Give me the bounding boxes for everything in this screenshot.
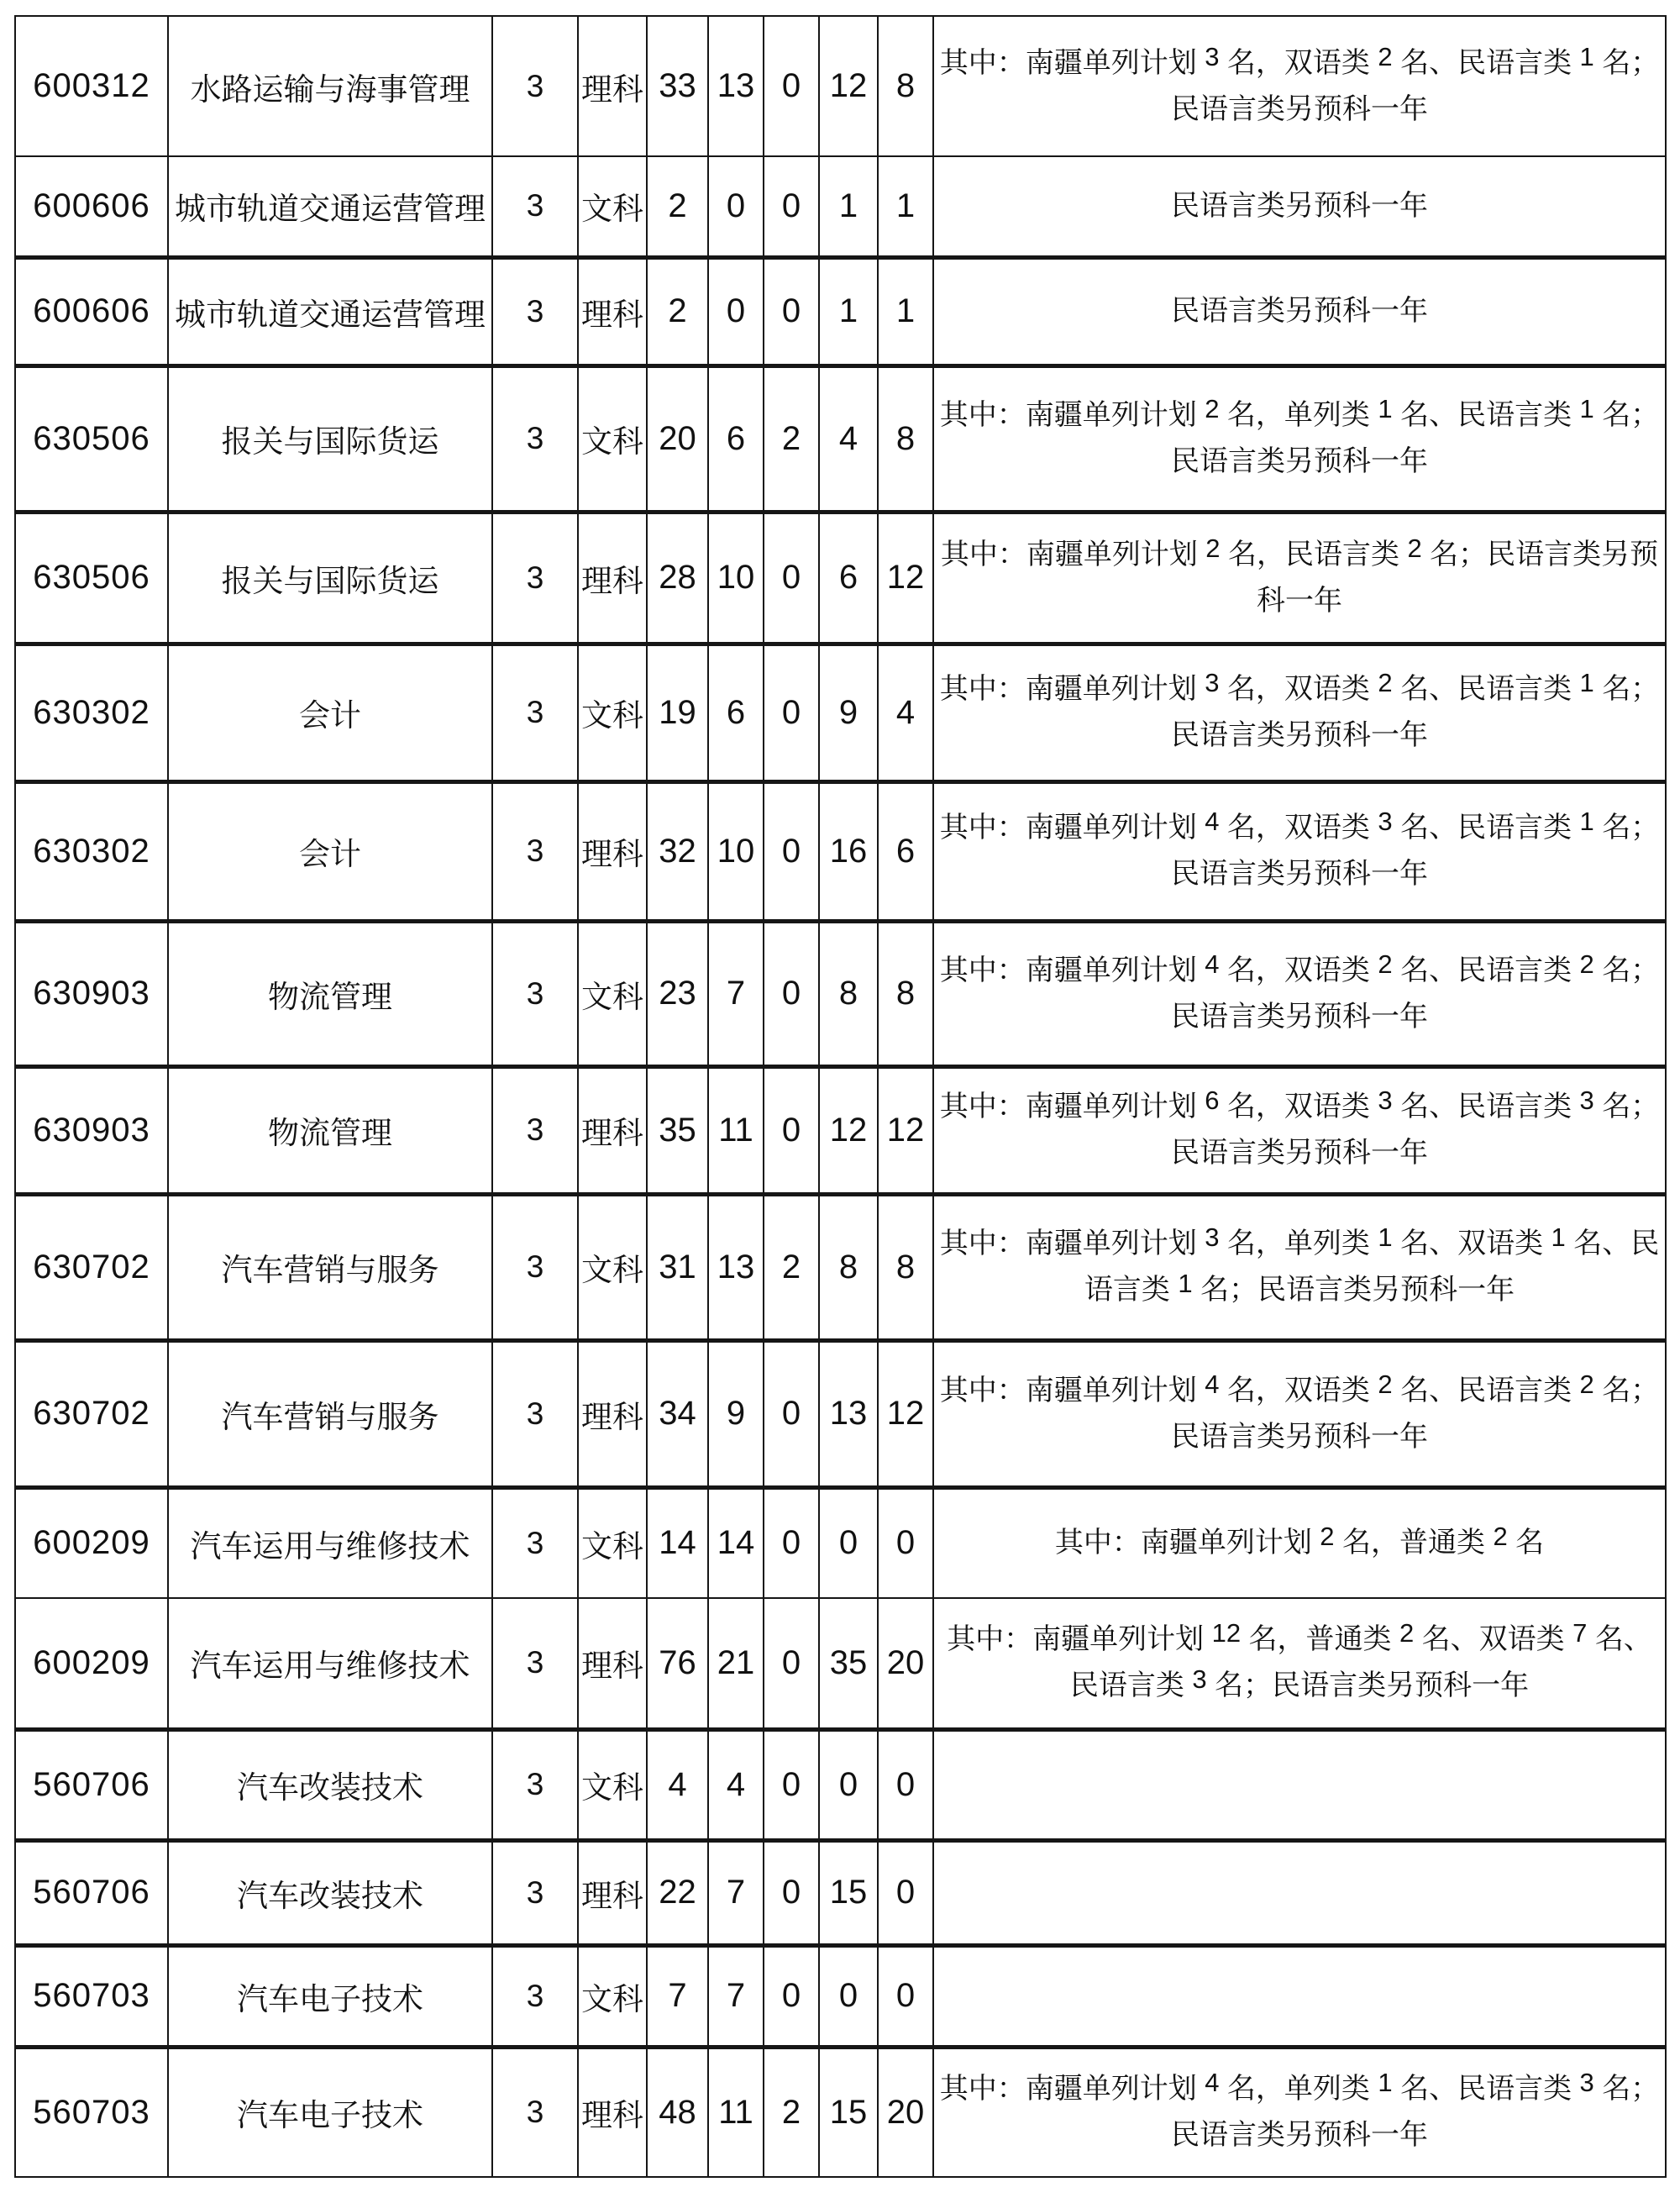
table-row (15, 1598, 1666, 1729)
remark-number: 1 (1378, 2068, 1393, 2098)
remark-number: 3 (1205, 1222, 1220, 1252)
major-code-cell: 630302 (15, 781, 168, 921)
major-name-cell: 汽车改装技术 (168, 1729, 492, 1840)
plan-number-cell-3: 0 (764, 1840, 819, 1945)
plan-number-cell-2: 6 (708, 365, 764, 512)
plan-table-body (15, 16, 1666, 2177)
table-row (15, 1340, 1666, 1487)
table-row (15, 1840, 1666, 1945)
remark-number: 2 (1205, 533, 1221, 563)
plan-number-cell-4: 8 (819, 921, 878, 1066)
plan-number-cell-5: 12 (878, 1340, 933, 1487)
remark-cell: 其中：南疆单列计划 3 名，双语类 2 名、民语言类 1 名；民语言类另预科一年 (933, 16, 1666, 156)
remark-number: 6 (1205, 1086, 1220, 1115)
remark-number: 2 (1378, 668, 1393, 697)
table-row (15, 365, 1666, 512)
subject-type-cell: 文科 (578, 1945, 647, 2047)
major-code-cell: 630702 (15, 1194, 168, 1340)
major-name-cell: 水路运输与海事管理 (168, 16, 492, 156)
plan-number-cell-2: 10 (708, 512, 764, 644)
plan-number-cell-2: 13 (708, 1194, 764, 1340)
major-code-cell: 630702 (15, 1340, 168, 1487)
remark-number: 3 (1378, 1086, 1393, 1115)
plan-number-cell-4: 12 (819, 1066, 878, 1194)
remark-cell: 其中：南疆单列计划 4 名，双语类 2 名、民语言类 2 名；民语言类另预科一年 (933, 1340, 1666, 1487)
remark-cell: 其中：南疆单列计划 4 名，双语类 3 名、民语言类 1 名；民语言类另预科一年 (933, 781, 1666, 921)
plan-number-cell-5: 20 (878, 2047, 933, 2177)
plan-number-cell-3: 0 (764, 512, 819, 644)
plan-number-cell-4: 12 (819, 16, 878, 156)
plan-number-cell-2: 0 (708, 156, 764, 257)
subject-type-cell: 理科 (578, 1598, 647, 1729)
remark-number: 1 (1178, 1269, 1193, 1298)
table-row (15, 512, 1666, 644)
remark-cell: 民语言类另预科一年 (933, 257, 1666, 365)
major-name-cell: 物流管理 (168, 1066, 492, 1194)
plan-number-cell-1: 48 (647, 2047, 708, 2177)
subject-type-cell: 理科 (578, 1840, 647, 1945)
remark-cell: 其中：南疆单列计划 12 名，普通类 2 名、双语类 7 名、民语言类 3 名；民语言类另预科一年 (933, 1598, 1666, 1729)
plan-number-cell-1: 19 (647, 644, 708, 781)
remark-number: 3 (1579, 1086, 1594, 1115)
plan-number-cell-4: 35 (819, 1598, 878, 1729)
remark-number: 12 (1211, 1618, 1242, 1648)
plan-number-cell-5: 8 (878, 921, 933, 1066)
plan-number-cell-4: 1 (819, 257, 878, 365)
subject-type-cell: 文科 (578, 644, 647, 781)
subject-type-cell: 文科 (578, 921, 647, 1066)
plan-number-cell-2: 11 (708, 2047, 764, 2177)
remark-number: 3 (1192, 1664, 1207, 1695)
study-years-cell: 3 (492, 1066, 578, 1194)
plan-number-cell-3: 0 (764, 781, 819, 921)
remark-number: 2 (1378, 41, 1393, 71)
plan-number-cell-1: 4 (647, 1729, 708, 1840)
table-row (15, 1945, 1666, 2047)
remark-number: 1 (1579, 394, 1594, 423)
table-row (15, 16, 1666, 156)
plan-number-cell-2: 10 (708, 781, 764, 921)
major-code-cell: 630903 (15, 1066, 168, 1194)
major-name-cell: 汽车营销与服务 (168, 1194, 492, 1340)
plan-number-cell-4: 0 (819, 1487, 878, 1598)
plan-number-cell-1: 31 (647, 1194, 708, 1340)
plan-number-cell-2: 0 (708, 257, 764, 365)
study-years-cell: 3 (492, 644, 578, 781)
remark-number: 1 (1378, 1222, 1393, 1252)
remark-cell: 其中：南疆单列计划 2 名，民语言类 2 名；民语言类另预科一年 (933, 512, 1666, 644)
plan-number-cell-5: 20 (878, 1598, 933, 1729)
study-years-cell: 3 (492, 781, 578, 921)
remark-cell: 其中：南疆单列计划 4 名，单列类 1 名、民语言类 3 名；民语言类另预科一年 (933, 2047, 1666, 2177)
plan-number-cell-5: 6 (878, 781, 933, 921)
plan-number-cell-1: 35 (647, 1066, 708, 1194)
subject-type-cell: 理科 (578, 2047, 647, 2177)
remark-number: 2 (1378, 949, 1393, 979)
remark-cell: 其中：南疆单列计划 3 名，单列类 1 名、双语类 1 名、民语言类 1 名；民语言类另预科一年 (933, 1194, 1666, 1340)
remark-cell: 其中：南疆单列计划 4 名，双语类 2 名、民语言类 2 名；民语言类另预科一年 (933, 921, 1666, 1066)
major-code-cell: 630903 (15, 921, 168, 1066)
subject-type-cell: 理科 (578, 781, 647, 921)
study-years-cell: 3 (492, 156, 578, 257)
table-row (15, 921, 1666, 1066)
plan-number-cell-4: 4 (819, 365, 878, 512)
remark-number: 3 (1205, 668, 1220, 697)
major-code-cell: 560703 (15, 1945, 168, 2047)
plan-number-cell-4: 6 (819, 512, 878, 644)
table-row (15, 1194, 1666, 1340)
plan-number-cell-1: 22 (647, 1840, 708, 1945)
study-years-cell: 3 (492, 1340, 578, 1487)
plan-number-cell-2: 21 (708, 1598, 764, 1729)
plan-number-cell-3: 2 (764, 2047, 819, 2177)
remark-cell: 其中：南疆单列计划 6 名，双语类 3 名、民语言类 3 名；民语言类另预科一年 (933, 1066, 1666, 1194)
study-years-cell: 3 (492, 1945, 578, 2047)
major-name-cell: 汽车运用与维修技术 (168, 1598, 492, 1729)
major-code-cell: 630506 (15, 512, 168, 644)
remark-number: 2 (1378, 1369, 1393, 1399)
table-row (15, 156, 1666, 257)
remark-number: 3 (1579, 2068, 1594, 2098)
plan-number-cell-5: 0 (878, 1840, 933, 1945)
table-row (15, 2047, 1666, 2177)
plan-number-cell-1: 20 (647, 365, 708, 512)
remark-number: 4 (1205, 949, 1220, 979)
plan-number-cell-1: 14 (647, 1487, 708, 1598)
plan-number-cell-4: 15 (819, 1840, 878, 1945)
plan-number-cell-5: 1 (878, 156, 933, 257)
plan-number-cell-5: 12 (878, 512, 933, 644)
plan-number-cell-2: 14 (708, 1487, 764, 1598)
plan-number-cell-4: 16 (819, 781, 878, 921)
plan-number-cell-4: 9 (819, 644, 878, 781)
plan-number-cell-5: 8 (878, 365, 933, 512)
plan-number-cell-1: 23 (647, 921, 708, 1066)
major-name-cell: 城市轨道交通运营管理 (168, 156, 492, 257)
major-name-cell: 汽车改装技术 (168, 1840, 492, 1945)
table-row (15, 257, 1666, 365)
major-code-cell: 630506 (15, 365, 168, 512)
plan-number-cell-3: 2 (764, 365, 819, 512)
plan-number-cell-5: 8 (878, 16, 933, 156)
subject-type-cell: 文科 (578, 156, 647, 257)
plan-number-cell-2: 7 (708, 921, 764, 1066)
subject-type-cell: 理科 (578, 16, 647, 156)
remark-number: 1 (1579, 41, 1594, 71)
major-code-cell: 560703 (15, 2047, 168, 2177)
plan-number-cell-4: 8 (819, 1194, 878, 1340)
plan-number-cell-5: 0 (878, 1729, 933, 1840)
plan-number-cell-1: 34 (647, 1340, 708, 1487)
plan-number-cell-3: 0 (764, 1066, 819, 1194)
remark-number: 1 (1579, 668, 1594, 697)
study-years-cell: 3 (492, 1194, 578, 1340)
plan-number-cell-4: 0 (819, 1729, 878, 1840)
remark-number: 4 (1205, 1369, 1220, 1399)
plan-number-cell-4: 1 (819, 156, 878, 257)
remark-number: 2 (1205, 394, 1220, 423)
study-years-cell: 3 (492, 1729, 578, 1840)
plan-number-cell-1: 2 (647, 156, 708, 257)
plan-number-cell-5: 1 (878, 257, 933, 365)
plan-number-cell-1: 33 (647, 16, 708, 156)
subject-type-cell: 文科 (578, 1194, 647, 1340)
table-row (15, 1066, 1666, 1194)
plan-number-cell-3: 0 (764, 1945, 819, 2047)
major-name-cell: 会计 (168, 781, 492, 921)
major-code-cell: 600209 (15, 1598, 168, 1729)
plan-number-cell-5: 0 (878, 1945, 933, 2047)
remark-cell: 其中：南疆单列计划 3 名，双语类 2 名、民语言类 1 名；民语言类另预科一年 (933, 644, 1666, 781)
major-code-cell: 560706 (15, 1729, 168, 1840)
subject-type-cell: 理科 (578, 512, 647, 644)
remark-number: 2 (1407, 533, 1422, 563)
plan-number-cell-3: 0 (764, 1340, 819, 1487)
plan-number-cell-3: 0 (764, 644, 819, 781)
major-name-cell: 汽车电子技术 (168, 2047, 492, 2177)
plan-number-cell-4: 0 (819, 1945, 878, 2047)
major-name-cell: 报关与国际货运 (168, 365, 492, 512)
plan-number-cell-2: 9 (708, 1340, 764, 1487)
plan-number-cell-1: 2 (647, 257, 708, 365)
major-name-cell: 物流管理 (168, 921, 492, 1066)
remark-number: 3 (1205, 41, 1220, 71)
plan-number-cell-1: 28 (647, 512, 708, 644)
table-row (15, 1729, 1666, 1840)
major-name-cell: 报关与国际货运 (168, 512, 492, 644)
subject-type-cell: 文科 (578, 1487, 647, 1598)
study-years-cell: 3 (492, 1487, 578, 1598)
plan-number-cell-1: 7 (647, 1945, 708, 2047)
plan-number-cell-3: 0 (764, 1598, 819, 1729)
remark-number: 2 (1320, 1522, 1335, 1552)
table-row (15, 644, 1666, 781)
remark-number: 4 (1205, 2068, 1220, 2098)
subject-type-cell: 理科 (578, 1066, 647, 1194)
study-years-cell: 3 (492, 921, 578, 1066)
study-years-cell: 3 (492, 16, 578, 156)
plan-number-cell-3: 0 (764, 1487, 819, 1598)
plan-number-cell-5: 4 (878, 644, 933, 781)
major-code-cell: 630302 (15, 644, 168, 781)
subject-type-cell: 文科 (578, 1729, 647, 1840)
remark-cell (933, 1840, 1666, 1945)
plan-number-cell-3: 2 (764, 1194, 819, 1340)
remark-number: 7 (1572, 1618, 1588, 1648)
plan-number-cell-2: 11 (708, 1066, 764, 1194)
study-years-cell: 3 (492, 365, 578, 512)
plan-number-cell-3: 0 (764, 16, 819, 156)
plan-number-cell-3: 0 (764, 921, 819, 1066)
subject-type-cell: 理科 (578, 1340, 647, 1487)
plan-number-cell-5: 12 (878, 1066, 933, 1194)
remark-cell (933, 1729, 1666, 1840)
remark-number: 3 (1378, 807, 1393, 836)
major-name-cell: 汽车运用与维修技术 (168, 1487, 492, 1598)
remark-cell: 其中：南疆单列计划 2 名，单列类 1 名、民语言类 1 名；民语言类另预科一年 (933, 365, 1666, 512)
plan-number-cell-1: 32 (647, 781, 708, 921)
table-row (15, 781, 1666, 921)
plan-number-cell-3: 0 (764, 1729, 819, 1840)
plan-number-cell-2: 4 (708, 1729, 764, 1840)
major-code-cell: 600606 (15, 257, 168, 365)
major-name-cell: 城市轨道交通运营管理 (168, 257, 492, 365)
remark-number: 2 (1579, 949, 1594, 979)
major-name-cell: 汽车电子技术 (168, 1945, 492, 2047)
study-years-cell: 3 (492, 257, 578, 365)
major-code-cell: 560706 (15, 1840, 168, 1945)
major-name-cell: 会计 (168, 644, 492, 781)
remark-cell (933, 1945, 1666, 2047)
study-years-cell: 3 (492, 1840, 578, 1945)
remark-cell: 其中：南疆单列计划 2 名，普通类 2 名 (933, 1487, 1666, 1598)
plan-number-cell-2: 13 (708, 16, 764, 156)
remark-cell: 民语言类另预科一年 (933, 156, 1666, 257)
major-name-cell: 汽车营销与服务 (168, 1340, 492, 1487)
study-years-cell: 3 (492, 512, 578, 644)
plan-number-cell-1: 76 (647, 1598, 708, 1729)
plan-number-cell-3: 0 (764, 156, 819, 257)
remark-number: 1 (1579, 807, 1594, 836)
subject-type-cell: 理科 (578, 257, 647, 365)
enrollment-plan-table (14, 15, 1667, 2178)
plan-number-cell-5: 8 (878, 1194, 933, 1340)
remark-number: 1 (1551, 1222, 1566, 1252)
plan-number-cell-2: 7 (708, 1945, 764, 2047)
major-code-cell: 600209 (15, 1487, 168, 1598)
remark-number: 2 (1579, 1369, 1594, 1399)
plan-number-cell-4: 13 (819, 1340, 878, 1487)
plan-number-cell-2: 6 (708, 644, 764, 781)
remark-number: 4 (1205, 807, 1220, 836)
major-code-cell: 600606 (15, 156, 168, 257)
remark-number: 1 (1378, 394, 1393, 423)
study-years-cell: 3 (492, 1598, 578, 1729)
remark-number: 2 (1399, 1618, 1415, 1648)
table-row (15, 1487, 1666, 1598)
major-code-cell: 600312 (15, 16, 168, 156)
plan-number-cell-2: 7 (708, 1840, 764, 1945)
remark-number: 2 (1493, 1522, 1508, 1552)
plan-number-cell-4: 15 (819, 2047, 878, 2177)
plan-number-cell-3: 0 (764, 257, 819, 365)
plan-number-cell-5: 0 (878, 1487, 933, 1598)
subject-type-cell: 文科 (578, 365, 647, 512)
study-years-cell: 3 (492, 2047, 578, 2177)
